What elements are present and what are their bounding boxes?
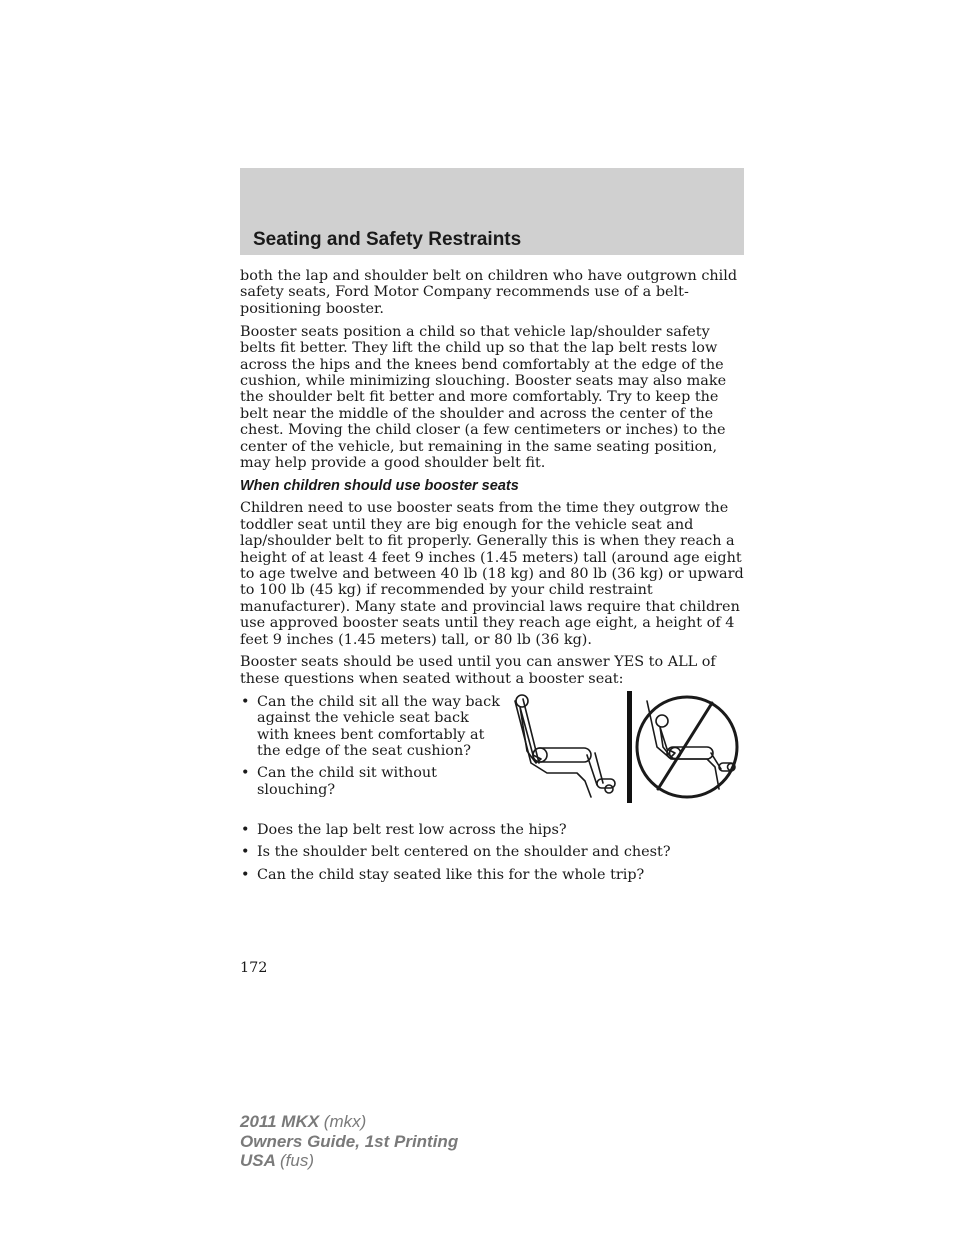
- list-item: • Can the child sit all the way back against the vehicle seat back with knees bent comfortably at the edge of the seat cushion?: [240, 694, 500, 760]
- paragraph-booster-age-height: Children need to use booster seats from the time they outgrow the toddler seat until they are big enough for the vehicle seat and lap/shoulder belt to fit properly. Generally this is when they reach a height of at least 4 feet 9 inches (1.45 meters) tall (around age eight to age twelve and between 40 lb (18 kg) and 80 lb (36 kg) or upward to 100 lb (45 kg) if recommended by your child restraint manufacturer). Many state and provincial laws require that children use approved booster seats until they reach age eight, a height of 4 feet 9 inches (1.45 meters) tall, or 80 lb (36 kg).: [240, 500, 744, 648]
- list-item: • Can the child stay seated like this for the whole trip?: [240, 867, 746, 883]
- footer-region-line: [240, 1151, 458, 1171]
- footer-guide-line: Owners Guide, 1st Printing: [240, 1131, 459, 1151]
- section-header-band: [240, 168, 744, 255]
- document-footer: [240, 1112, 458, 1171]
- footer-model-line: [240, 1112, 458, 1132]
- footer-model-code: (mkx): [323, 1112, 367, 1131]
- paragraph-belt-positioning-booster: both the lap and shoulder belt on children who have outgrown child safety seats, Ford Motor Company recommends use of a belt-positioning booster.: [240, 268, 738, 317]
- paragraph-booster-fit: Booster seats position a child so that vehicle lap/shoulder safety belts fit better. They lift the child up so that the lap belt rests low across the hips and the knees bend comfortably at the edge of the cushion, while minimizing slouching. Booster seats may also make the shoulder belt fit better and more comfortably. Try to keep the belt near the middle of the shoulder and across the center of the chest. Moving the child closer (a few centimeters or inches) to the center of the vehicle, but remaining in the same seating position, may help provide a good shoulder belt fit.: [240, 323, 727, 471]
- footer-region-code: (fus): [280, 1151, 314, 1170]
- paragraph-yes-to-all: Booster seats should be used until you can answer YES to ALL of these questions when seated without a booster seat:: [240, 654, 716, 687]
- footer-model: 2011 MKX: [240, 1112, 320, 1131]
- list-item: • Is the shoulder belt centered on the shoulder and chest?: [240, 844, 746, 860]
- checklist-with-figure: [240, 694, 746, 822]
- seated-child-posture-icon: [505, 689, 745, 807]
- section-title: Seating and Safety Restraints: [253, 229, 522, 250]
- footer-region: USA: [240, 1151, 276, 1170]
- page-content: [240, 268, 746, 889]
- checklist-bottom: [240, 822, 746, 883]
- list-item: • Can the child sit without slouching?: [240, 765, 500, 798]
- list-item: • Does the lap belt rest low across the hips?: [240, 822, 746, 838]
- subheading-when-to-use: When children should use booster seats: [240, 477, 519, 494]
- checklist-top: [240, 694, 500, 804]
- page-number: 172: [240, 960, 268, 976]
